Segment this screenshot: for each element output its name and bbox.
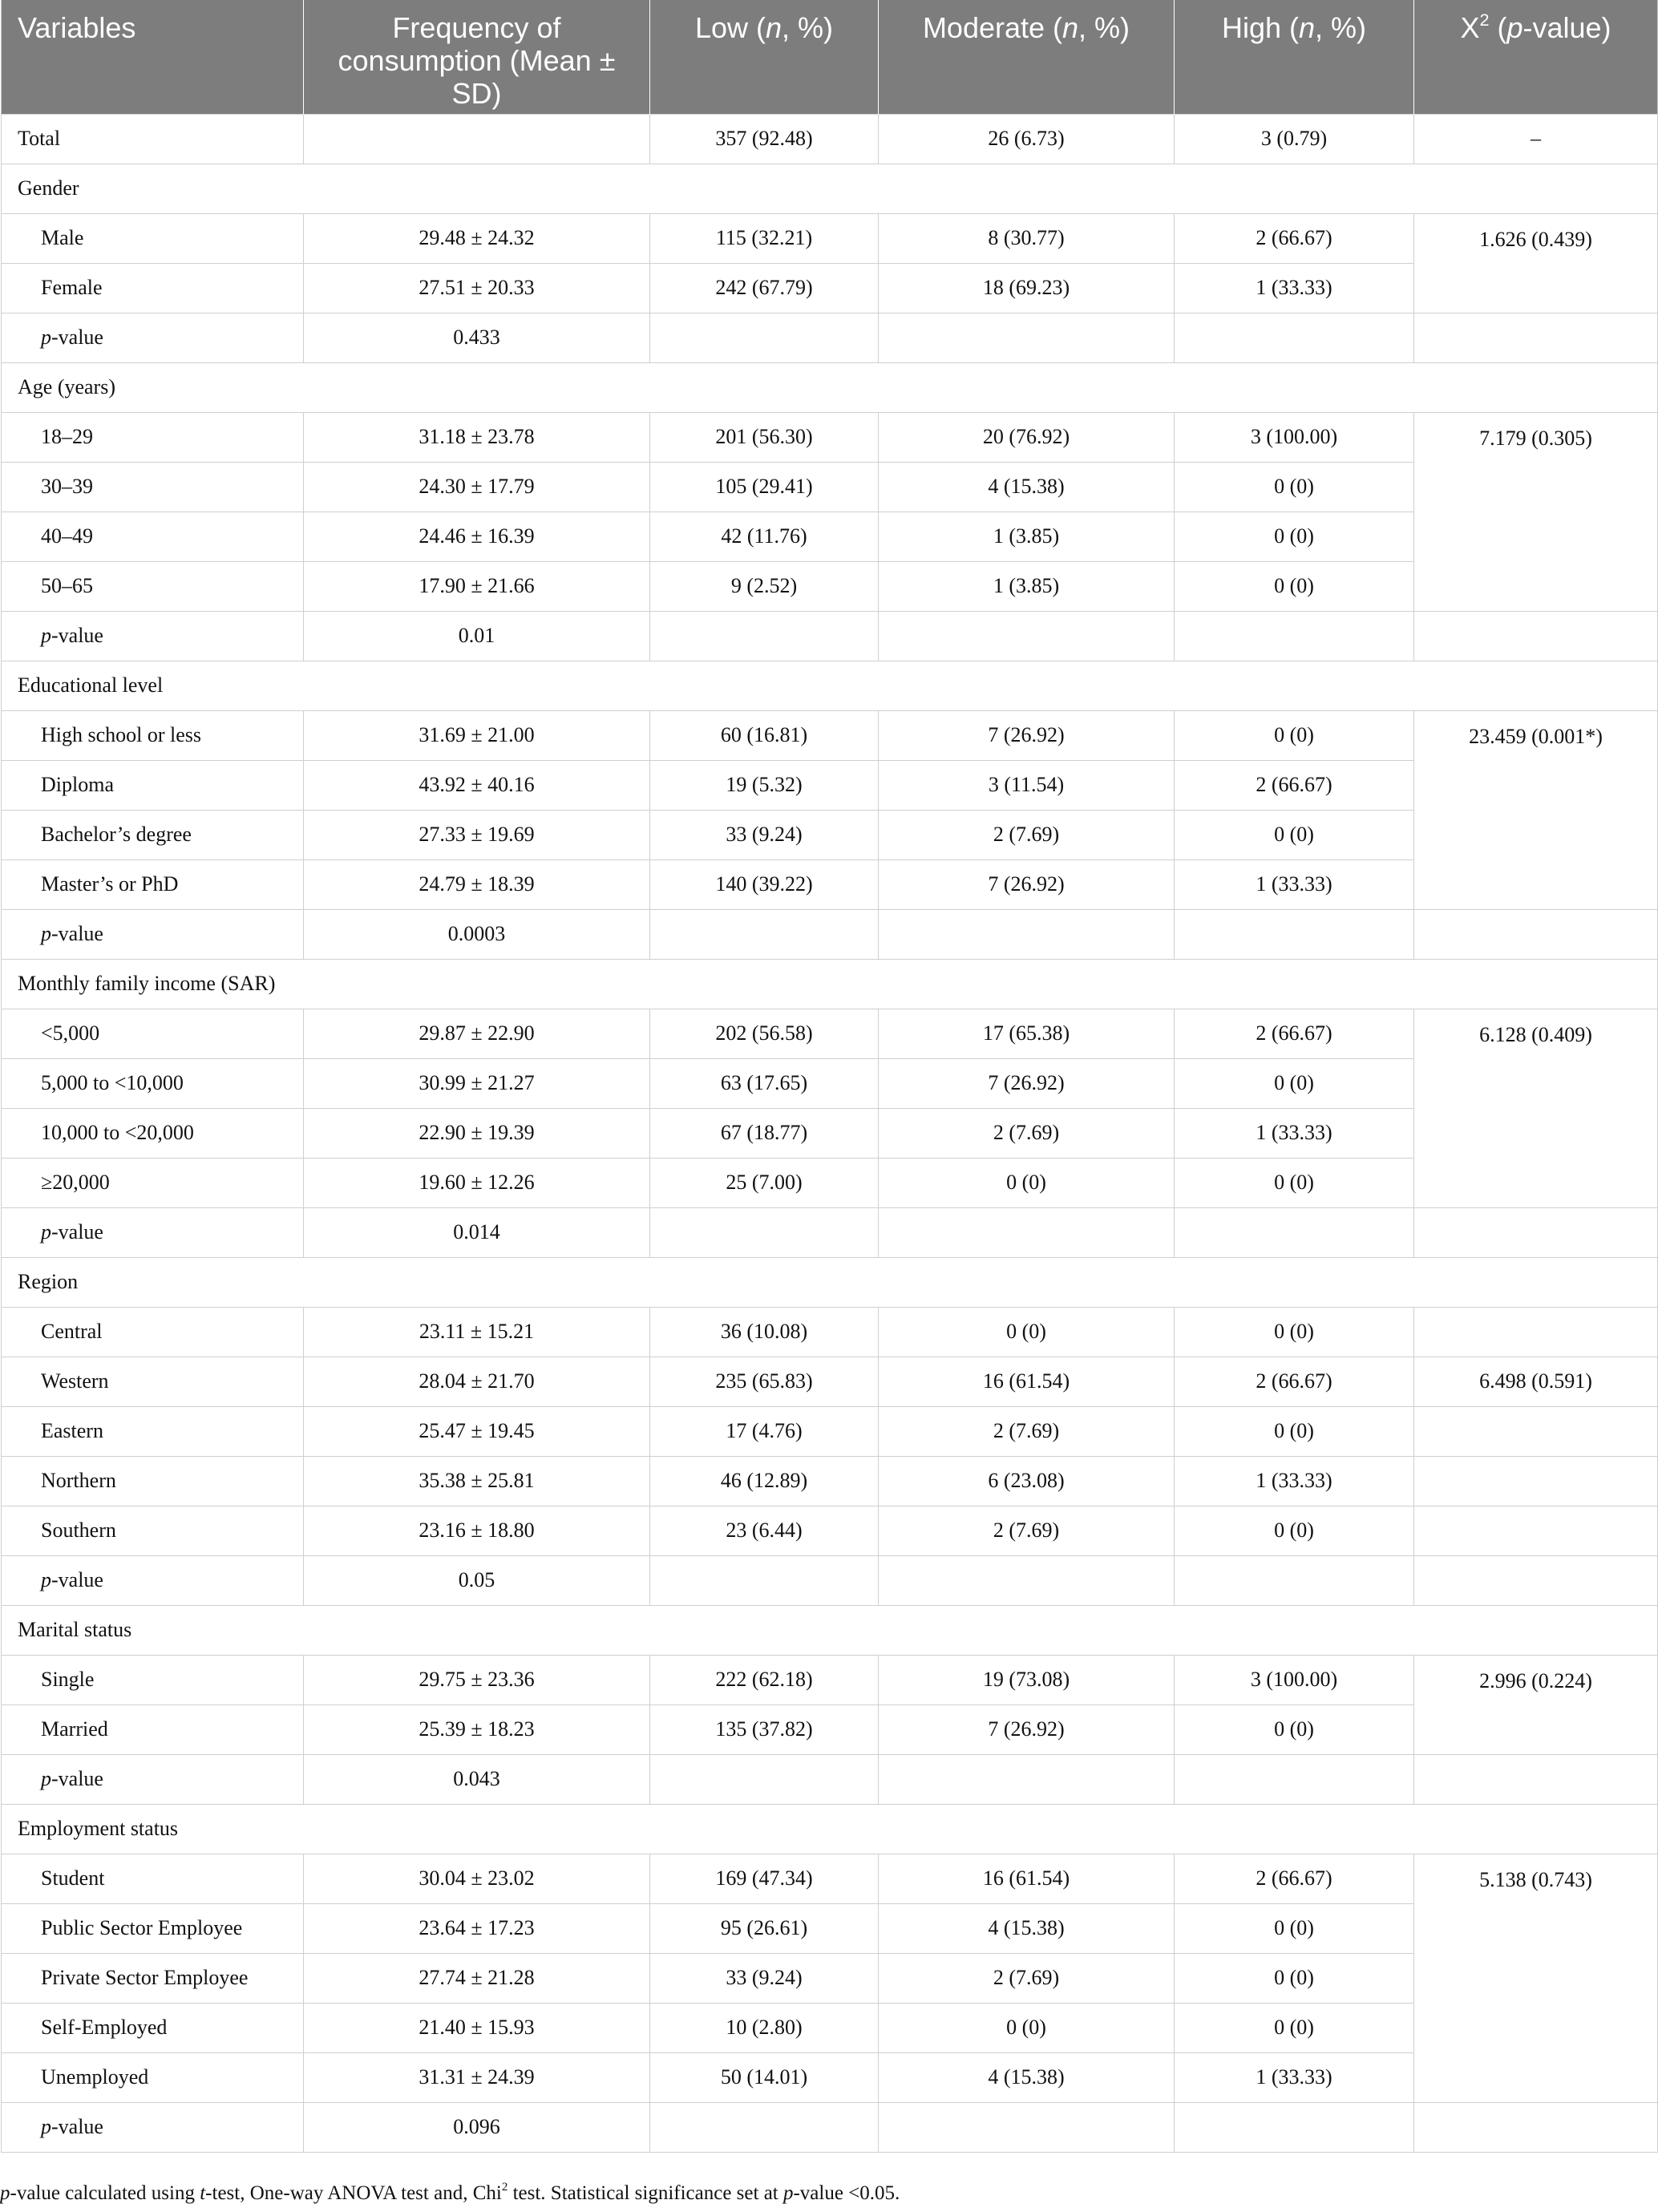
- row-chi-square: [1414, 1307, 1658, 1357]
- p-value-label: [2, 1555, 304, 1605]
- table-header: [2, 0, 1658, 114]
- row-chi-square: [1414, 1456, 1658, 1506]
- row-high: 0 (0): [1175, 1953, 1414, 2003]
- p-value-label-suffix: -value: [51, 1220, 103, 1243]
- p-value-row: [2, 1754, 1658, 1804]
- p-value-label-suffix: -value: [51, 1568, 103, 1591]
- row-high: 2 (66.67): [1175, 760, 1414, 810]
- row-high: 0 (0): [1175, 1058, 1414, 1108]
- table-row: [2, 1903, 1658, 1953]
- empty-cell: [650, 313, 879, 362]
- row-low: 17 (4.76): [650, 1406, 879, 1456]
- header-moderate-n: n: [1062, 11, 1079, 44]
- p-value-row: [2, 313, 1658, 362]
- row-high: 3 (100.00): [1175, 1655, 1414, 1704]
- row-frequency: 24.79 ± 18.39: [304, 859, 650, 909]
- table-row: [2, 1854, 1658, 1903]
- header-chi-sup: 2: [1479, 9, 1490, 30]
- row-moderate: 0 (0): [879, 1158, 1175, 1207]
- row-moderate: 0 (0): [879, 2003, 1175, 2052]
- row-chi-square: 6.128 (0.409): [1414, 1009, 1658, 1207]
- row-high: 2 (66.67): [1175, 1854, 1414, 1903]
- header-low-prefix: Low (: [694, 11, 766, 44]
- empty-cell: [879, 2102, 1175, 2152]
- total-moderate: 26 (6.73): [879, 114, 1175, 164]
- table-row: [2, 263, 1658, 313]
- row-frequency: 17.90 ± 21.66: [304, 561, 650, 611]
- row-low: 169 (47.34): [650, 1854, 879, 1903]
- row-label: 40–49: [2, 512, 304, 561]
- row-label: Central: [2, 1307, 304, 1357]
- row-moderate: 19 (73.08): [879, 1655, 1175, 1704]
- table-body: [2, 114, 1658, 2152]
- row-label: 18–29: [2, 412, 304, 462]
- p-value-row: [2, 1207, 1658, 1257]
- p-value: 0.0003: [304, 909, 650, 959]
- empty-cell: [650, 909, 879, 959]
- p-value-label-suffix: -value: [51, 624, 103, 647]
- p-value: 0.01: [304, 611, 650, 661]
- row-label: Eastern: [2, 1406, 304, 1456]
- table-row: [2, 2052, 1658, 2102]
- row-low: 9 (2.52): [650, 561, 879, 611]
- table-row: [2, 1704, 1658, 1754]
- row-low: 23 (6.44): [650, 1506, 879, 1555]
- empty-cell: [1414, 909, 1658, 959]
- p-value: 0.05: [304, 1555, 650, 1605]
- row-moderate: 16 (61.54): [879, 1357, 1175, 1406]
- row-frequency: 28.04 ± 21.70: [304, 1357, 650, 1406]
- row-frequency: 43.92 ± 40.16: [304, 760, 650, 810]
- row-moderate: 3 (11.54): [879, 760, 1175, 810]
- row-low: 202 (56.58): [650, 1009, 879, 1058]
- row-label: Unemployed: [2, 2052, 304, 2102]
- row-low: 36 (10.08): [650, 1307, 879, 1357]
- table-row: [2, 810, 1658, 859]
- footnote-t1: -value calculated using: [10, 2182, 200, 2204]
- table-row: [2, 1009, 1658, 1058]
- total-row: [2, 114, 1658, 164]
- section-title: Monthly family income (SAR): [2, 959, 1658, 1009]
- row-label: Single: [2, 1655, 304, 1704]
- row-moderate: 2 (7.69): [879, 1953, 1175, 2003]
- total-low: 357 (92.48): [650, 114, 879, 164]
- total-chi: –: [1414, 114, 1658, 164]
- p-value-label-p: p: [41, 2115, 51, 2138]
- row-moderate: 1 (3.85): [879, 512, 1175, 561]
- header-high-prefix: High (: [1221, 11, 1299, 44]
- row-frequency: 24.46 ± 16.39: [304, 512, 650, 561]
- row-high: 1 (33.33): [1175, 1108, 1414, 1158]
- p-value: 0.433: [304, 313, 650, 362]
- empty-cell: [879, 611, 1175, 661]
- table-row: [2, 462, 1658, 512]
- row-high: 1 (33.33): [1175, 263, 1414, 313]
- p-value-label: [2, 313, 304, 362]
- row-high: 0 (0): [1175, 1903, 1414, 1953]
- row-high: 0 (0): [1175, 1704, 1414, 1754]
- table-row: [2, 412, 1658, 462]
- row-label: Student: [2, 1854, 304, 1903]
- table-row: [2, 512, 1658, 561]
- empty-cell: [1175, 2102, 1414, 2152]
- row-chi-square: 7.179 (0.305): [1414, 412, 1658, 611]
- row-moderate: 20 (76.92): [879, 412, 1175, 462]
- header-chi-p: p: [1506, 11, 1523, 44]
- row-low: 222 (62.18): [650, 1655, 879, 1704]
- header-low: [650, 0, 879, 114]
- row-moderate: 1 (3.85): [879, 561, 1175, 611]
- row-label: High school or less: [2, 710, 304, 760]
- section-title: Marital status: [2, 1605, 1658, 1655]
- row-frequency: 27.74 ± 21.28: [304, 1953, 650, 2003]
- row-high: 0 (0): [1175, 512, 1414, 561]
- header-low-suffix: , %): [782, 11, 834, 44]
- header-moderate-prefix: Moderate (: [922, 11, 1063, 44]
- header-frequency: Frequency of consumption (Mean ± SD): [304, 0, 650, 114]
- row-low: 115 (32.21): [650, 213, 879, 263]
- header-moderate: [879, 0, 1175, 114]
- header-chi-open: (: [1489, 11, 1507, 44]
- results-table: [1, 0, 1658, 2153]
- row-label: 5,000 to <10,000: [2, 1058, 304, 1108]
- header-variables: Variables: [2, 0, 304, 114]
- row-label: Diploma: [2, 760, 304, 810]
- p-value-row: [2, 909, 1658, 959]
- table-row: [2, 859, 1658, 909]
- header-high-n: n: [1298, 11, 1316, 44]
- table-row: [2, 1655, 1658, 1704]
- table-row: [2, 213, 1658, 263]
- row-moderate: 7 (26.92): [879, 1704, 1175, 1754]
- row-moderate: 4 (15.38): [879, 2052, 1175, 2102]
- table-row: [2, 1307, 1658, 1357]
- row-low: 63 (17.65): [650, 1058, 879, 1108]
- empty-cell: [879, 1555, 1175, 1605]
- row-frequency: 31.69 ± 21.00: [304, 710, 650, 760]
- row-frequency: 27.33 ± 19.69: [304, 810, 650, 859]
- p-value-label: [2, 2102, 304, 2152]
- empty-cell: [650, 2102, 879, 2152]
- p-value-label-p: p: [41, 624, 51, 647]
- row-chi-square: 5.138 (0.743): [1414, 1854, 1658, 2102]
- empty-cell: [1414, 2102, 1658, 2152]
- row-chi-square: 2.996 (0.224): [1414, 1655, 1658, 1754]
- empty-cell: [1175, 1754, 1414, 1804]
- row-moderate: 0 (0): [879, 1307, 1175, 1357]
- table-row: [2, 561, 1658, 611]
- p-value-label-p: p: [41, 1568, 51, 1591]
- row-frequency: 23.16 ± 18.80: [304, 1506, 650, 1555]
- empty-cell: [1175, 313, 1414, 362]
- row-high: 0 (0): [1175, 2003, 1414, 2052]
- p-value-row: [2, 1555, 1658, 1605]
- section-title: Age (years): [2, 362, 1658, 412]
- section-title: Gender: [2, 164, 1658, 213]
- row-high: 2 (66.67): [1175, 213, 1414, 263]
- empty-cell: [1414, 313, 1658, 362]
- section-row: [2, 164, 1658, 213]
- row-label: Master’s or PhD: [2, 859, 304, 909]
- p-value-label-p: p: [41, 326, 51, 349]
- row-label: Private Sector Employee: [2, 1953, 304, 2003]
- p-value-label-p: p: [41, 922, 51, 945]
- row-chi-square: 1.626 (0.439): [1414, 213, 1658, 313]
- table-footnote: [0, 2182, 900, 2205]
- row-moderate: 6 (23.08): [879, 1456, 1175, 1506]
- row-label: Male: [2, 213, 304, 263]
- empty-cell: [650, 1207, 879, 1257]
- row-moderate: 7 (26.92): [879, 1058, 1175, 1108]
- row-chi-square: [1414, 1406, 1658, 1456]
- row-high: 1 (33.33): [1175, 2052, 1414, 2102]
- row-frequency: 31.31 ± 24.39: [304, 2052, 650, 2102]
- empty-cell: [879, 313, 1175, 362]
- header-chi-suffix: -value): [1523, 11, 1611, 44]
- row-frequency: 30.99 ± 21.27: [304, 1058, 650, 1108]
- row-label: Bachelor’s degree: [2, 810, 304, 859]
- row-high: 0 (0): [1175, 1158, 1414, 1207]
- row-low: 105 (29.41): [650, 462, 879, 512]
- header-low-n: n: [765, 11, 782, 44]
- total-high: 3 (0.79): [1175, 114, 1414, 164]
- empty-cell: [650, 611, 879, 661]
- empty-cell: [1414, 611, 1658, 661]
- table-row: [2, 1108, 1658, 1158]
- row-moderate: 16 (61.54): [879, 1854, 1175, 1903]
- row-frequency: 29.48 ± 24.32: [304, 213, 650, 263]
- total-frequency: [304, 114, 650, 164]
- row-low: 135 (37.82): [650, 1704, 879, 1754]
- p-value-label: [2, 611, 304, 661]
- row-frequency: 22.90 ± 19.39: [304, 1108, 650, 1158]
- empty-cell: [1175, 1207, 1414, 1257]
- row-moderate: 17 (65.38): [879, 1009, 1175, 1058]
- table-row: [2, 1953, 1658, 2003]
- row-high: 1 (33.33): [1175, 1456, 1414, 1506]
- row-high: 1 (33.33): [1175, 859, 1414, 909]
- empty-cell: [1414, 1754, 1658, 1804]
- row-frequency: 35.38 ± 25.81: [304, 1456, 650, 1506]
- row-frequency: 19.60 ± 12.26: [304, 1158, 650, 1207]
- empty-cell: [1175, 909, 1414, 959]
- section-row: [2, 1804, 1658, 1854]
- p-value-label: [2, 1754, 304, 1804]
- table-row: [2, 1506, 1658, 1555]
- empty-cell: [1414, 1555, 1658, 1605]
- footnote-t-italic: t: [200, 2182, 206, 2204]
- table-row: [2, 760, 1658, 810]
- row-low: 242 (67.79): [650, 263, 879, 313]
- row-frequency: 21.40 ± 15.93: [304, 2003, 650, 2052]
- row-label: ≥20,000: [2, 1158, 304, 1207]
- empty-cell: [879, 1207, 1175, 1257]
- empty-cell: [650, 1754, 879, 1804]
- table-row: [2, 1456, 1658, 1506]
- row-high: 2 (66.67): [1175, 1009, 1414, 1058]
- row-frequency: 25.47 ± 19.45: [304, 1406, 650, 1456]
- row-label: Public Sector Employee: [2, 1903, 304, 1953]
- p-value-row: [2, 2102, 1658, 2152]
- row-moderate: 2 (7.69): [879, 1506, 1175, 1555]
- p-value-label-suffix: -value: [51, 922, 103, 945]
- row-frequency: 29.75 ± 23.36: [304, 1655, 650, 1704]
- row-moderate: 4 (15.38): [879, 1903, 1175, 1953]
- footnote-p2: p: [782, 2182, 794, 2204]
- row-high: 0 (0): [1175, 561, 1414, 611]
- row-moderate: 2 (7.69): [879, 1406, 1175, 1456]
- section-title: Employment status: [2, 1804, 1658, 1854]
- p-value-label-suffix: -value: [51, 326, 103, 349]
- footnote-t4: -value <0.05.: [793, 2182, 900, 2204]
- p-value: 0.043: [304, 1754, 650, 1804]
- row-high: 0 (0): [1175, 462, 1414, 512]
- p-value-label: [2, 909, 304, 959]
- header-high-suffix: , %): [1315, 11, 1367, 44]
- empty-cell: [1175, 611, 1414, 661]
- p-value-label: [2, 1207, 304, 1257]
- row-label: Self-Employed: [2, 2003, 304, 2052]
- row-high: 0 (0): [1175, 810, 1414, 859]
- row-frequency: 27.51 ± 20.33: [304, 263, 650, 313]
- row-moderate: 8 (30.77): [879, 213, 1175, 263]
- row-low: 42 (11.76): [650, 512, 879, 561]
- footnote-t2: -test, One-way ANOVA test and, Chi: [205, 2182, 502, 2204]
- row-low: 33 (9.24): [650, 810, 879, 859]
- table-row: [2, 2003, 1658, 2052]
- empty-cell: [1175, 1555, 1414, 1605]
- header-moderate-suffix: , %): [1078, 11, 1130, 44]
- row-high: 3 (100.00): [1175, 412, 1414, 462]
- section-row: [2, 959, 1658, 1009]
- header-row: [2, 0, 1658, 114]
- row-moderate: 7 (26.92): [879, 859, 1175, 909]
- row-chi-square: 23.459 (0.001*): [1414, 710, 1658, 909]
- row-label: 10,000 to <20,000: [2, 1108, 304, 1158]
- row-label: Female: [2, 263, 304, 313]
- table-row: [2, 1058, 1658, 1108]
- header-high: [1175, 0, 1414, 114]
- row-frequency: 29.87 ± 22.90: [304, 1009, 650, 1058]
- total-label: Total: [2, 114, 304, 164]
- row-moderate: 4 (15.38): [879, 462, 1175, 512]
- row-label: 30–39: [2, 462, 304, 512]
- footnote-p1: p: [0, 2182, 10, 2204]
- row-high: 2 (66.67): [1175, 1357, 1414, 1406]
- row-low: 33 (9.24): [650, 1953, 879, 2003]
- footnote-sup: 2: [501, 2181, 508, 2194]
- section-title: Region: [2, 1257, 1658, 1307]
- row-frequency: 30.04 ± 23.02: [304, 1854, 650, 1903]
- p-value-label-p: p: [41, 1220, 51, 1243]
- row-low: 10 (2.80): [650, 2003, 879, 2052]
- row-label: Western: [2, 1357, 304, 1406]
- row-frequency: 31.18 ± 23.78: [304, 412, 650, 462]
- table-row: [2, 710, 1658, 760]
- row-chi-square: 6.498 (0.591): [1414, 1357, 1658, 1406]
- row-low: 67 (18.77): [650, 1108, 879, 1158]
- section-row: [2, 1605, 1658, 1655]
- table-row: [2, 1357, 1658, 1406]
- section-title: Educational level: [2, 661, 1658, 710]
- row-high: 0 (0): [1175, 1307, 1414, 1357]
- row-low: 95 (26.61): [650, 1903, 879, 1953]
- section-row: [2, 1257, 1658, 1307]
- row-high: 0 (0): [1175, 1406, 1414, 1456]
- row-frequency: 23.11 ± 15.21: [304, 1307, 650, 1357]
- header-chi-x: X: [1460, 11, 1480, 44]
- p-value-row: [2, 611, 1658, 661]
- row-label: Married: [2, 1704, 304, 1754]
- p-value: 0.014: [304, 1207, 650, 1257]
- empty-cell: [879, 909, 1175, 959]
- row-frequency: 24.30 ± 17.79: [304, 462, 650, 512]
- row-label: Northern: [2, 1456, 304, 1506]
- row-label: 50–65: [2, 561, 304, 611]
- header-chi-square: [1414, 0, 1658, 114]
- p-value-label-p: p: [41, 1767, 51, 1790]
- row-frequency: 23.64 ± 17.23: [304, 1903, 650, 1953]
- row-low: 60 (16.81): [650, 710, 879, 760]
- row-high: 0 (0): [1175, 1506, 1414, 1555]
- footnote-t3: test. Statistical significance set at: [508, 2182, 783, 2204]
- p-value: 0.096: [304, 2102, 650, 2152]
- row-low: 25 (7.00): [650, 1158, 879, 1207]
- row-high: 0 (0): [1175, 710, 1414, 760]
- p-value-label-suffix: -value: [51, 2115, 103, 2138]
- table-row: [2, 1406, 1658, 1456]
- row-low: 50 (14.01): [650, 2052, 879, 2102]
- table-row: [2, 1158, 1658, 1207]
- empty-cell: [1414, 1207, 1658, 1257]
- row-low: 201 (56.30): [650, 412, 879, 462]
- empty-cell: [879, 1754, 1175, 1804]
- row-label: <5,000: [2, 1009, 304, 1058]
- row-chi-square: [1414, 1506, 1658, 1555]
- row-low: 235 (65.83): [650, 1357, 879, 1406]
- row-label: Southern: [2, 1506, 304, 1555]
- row-low: 19 (5.32): [650, 760, 879, 810]
- section-row: [2, 362, 1658, 412]
- row-moderate: 2 (7.69): [879, 810, 1175, 859]
- row-low: 140 (39.22): [650, 859, 879, 909]
- empty-cell: [650, 1555, 879, 1605]
- section-row: [2, 661, 1658, 710]
- row-moderate: 18 (69.23): [879, 263, 1175, 313]
- row-low: 46 (12.89): [650, 1456, 879, 1506]
- p-value-label-suffix: -value: [51, 1767, 103, 1790]
- row-moderate: 2 (7.69): [879, 1108, 1175, 1158]
- row-moderate: 7 (26.92): [879, 710, 1175, 760]
- row-frequency: 25.39 ± 18.23: [304, 1704, 650, 1754]
